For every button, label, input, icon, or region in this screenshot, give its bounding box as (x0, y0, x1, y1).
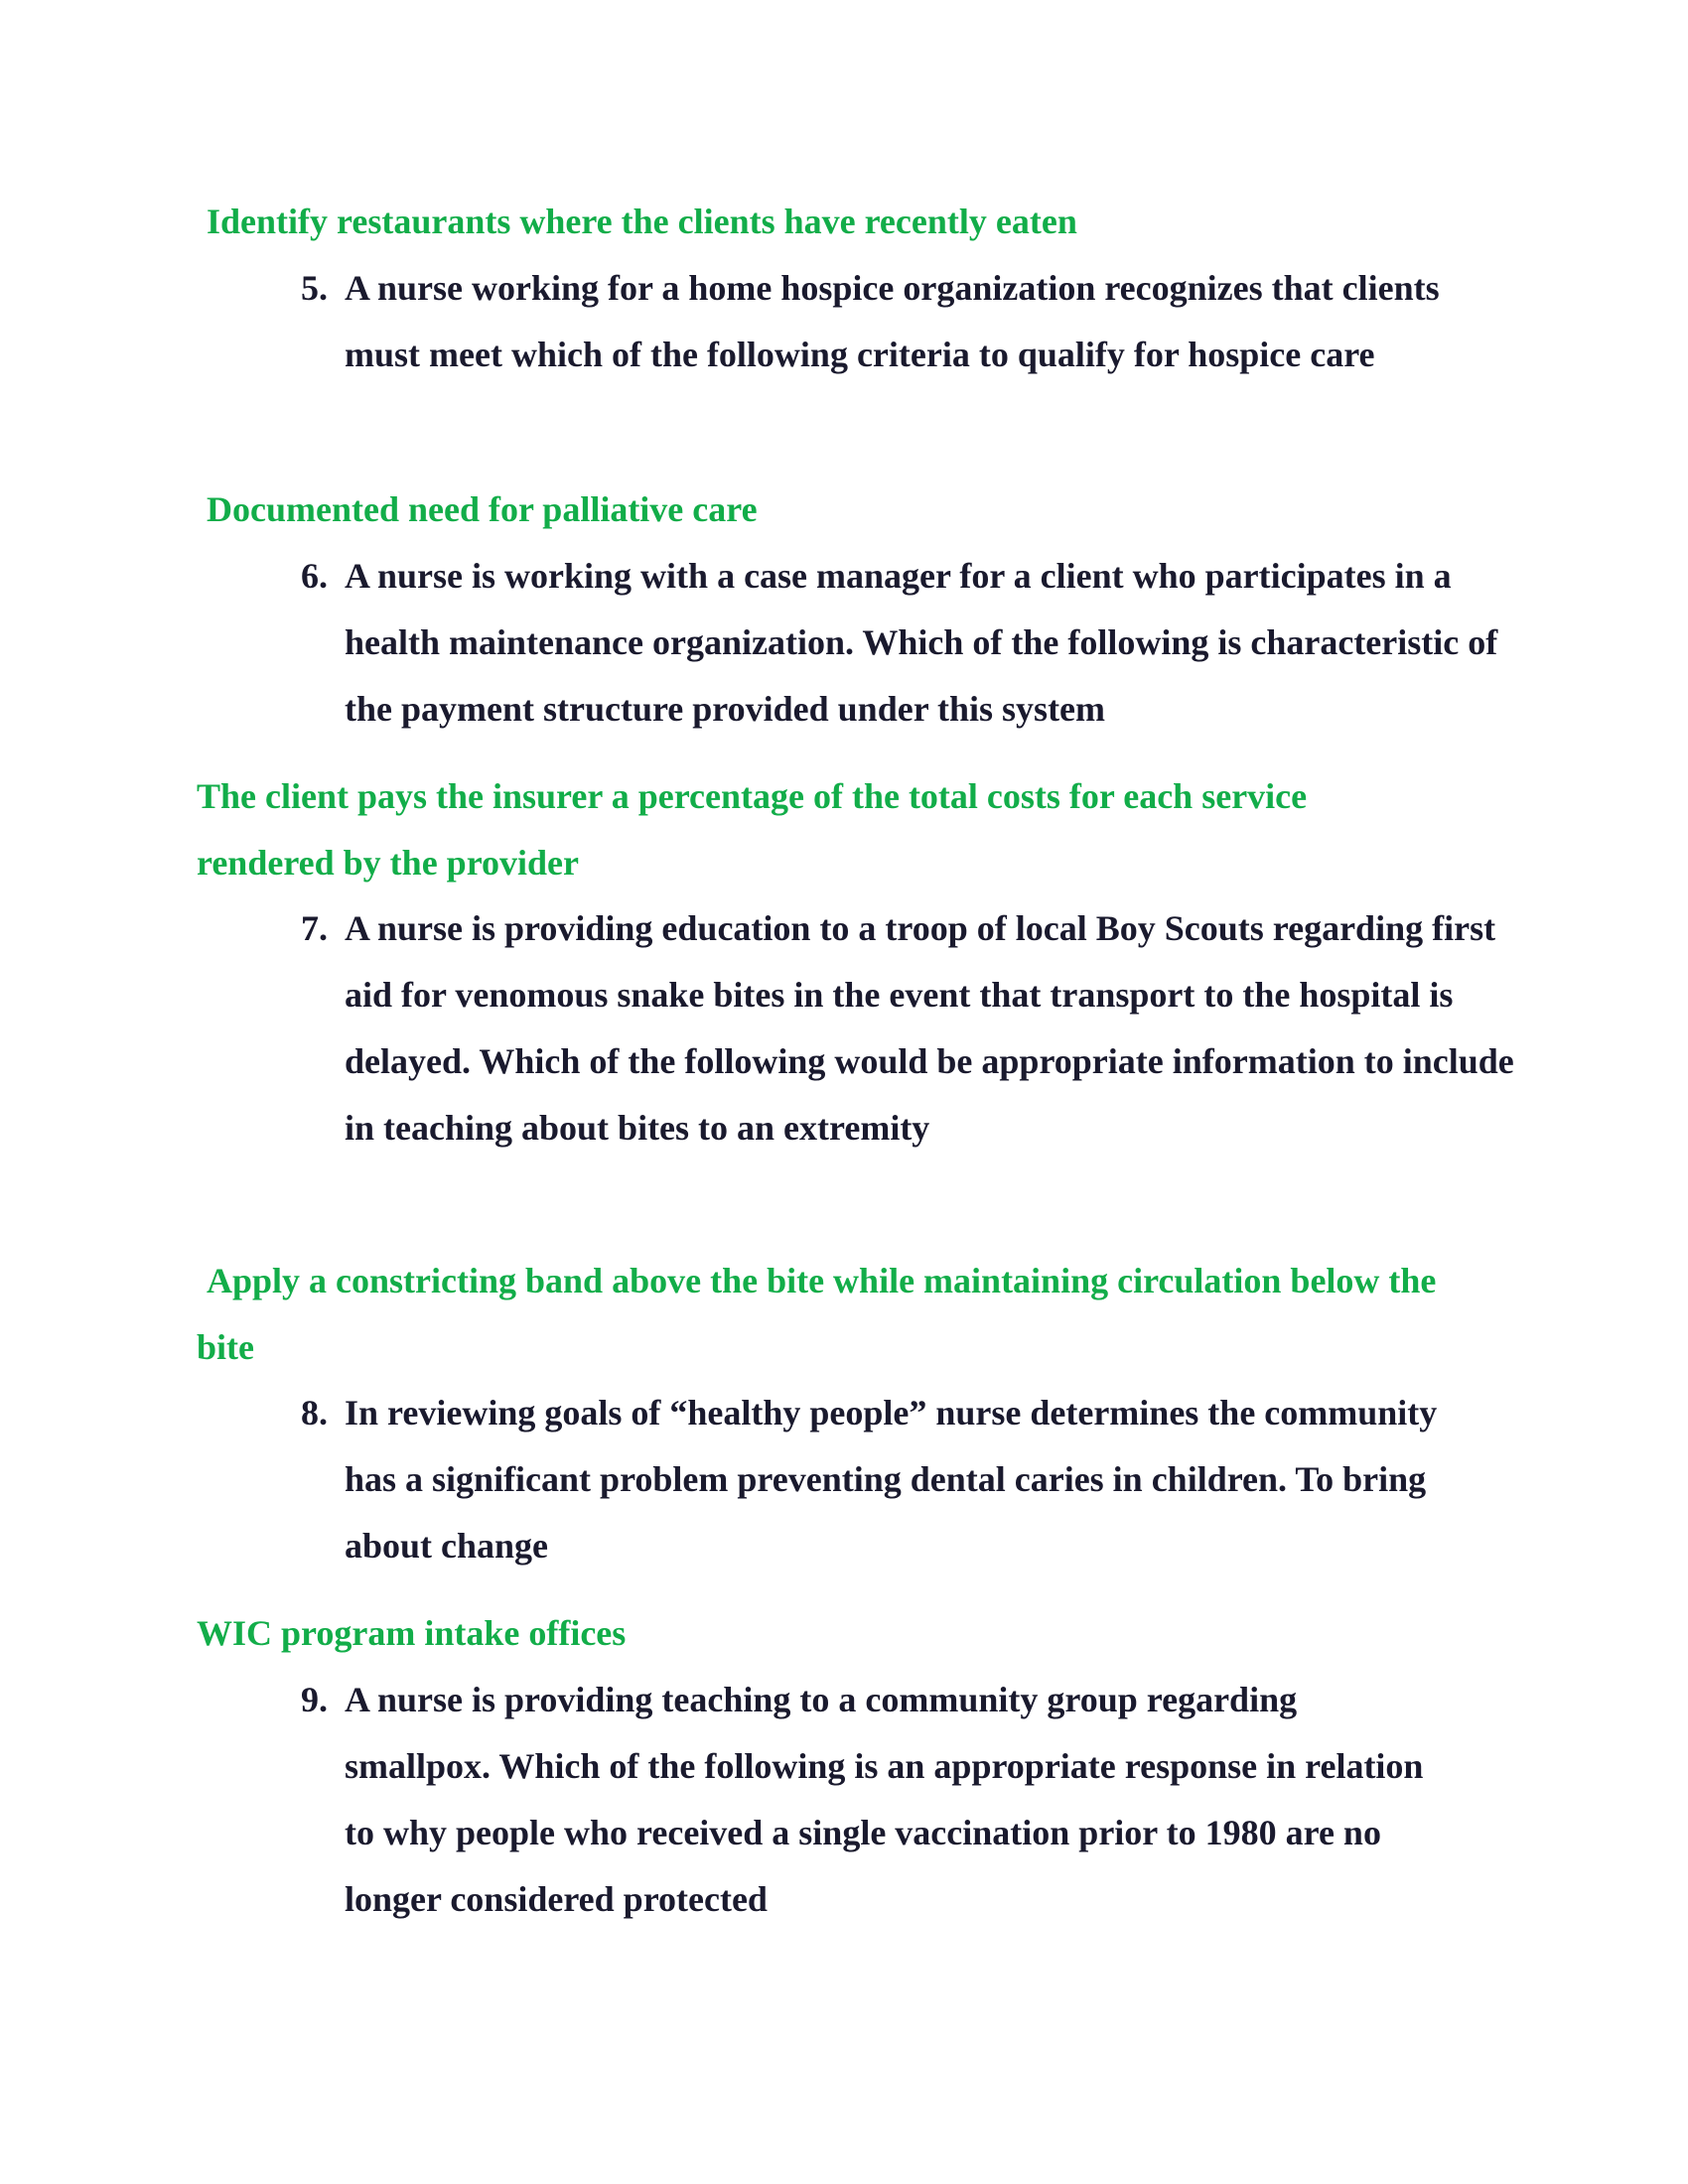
question-number: 9. (301, 1680, 328, 1719)
question-text: In reviewing goals of “healthy people” nurse determines the community has a significant problem preventing dental caries in children. To bring about change (345, 1393, 1438, 1566)
answer-text: Documented need for palliative care (207, 489, 758, 529)
question-6 (288, 543, 1498, 743)
question-8 (288, 1380, 1479, 1579)
question-text: A nurse is providing education to a troop of local Boy Scouts regarding first aid for venomous snake bites in the event that transport to the hospital is delayed. Which of the following would be appropriate information to include in teaching about bites to an extremity (345, 908, 1514, 1148)
question-text: A nurse is providing teaching to a community group regarding smallpox. Which of the following is an appropriate response in relation to why people who received a single vaccination prior to 1980 are no longer considered protected (345, 1680, 1424, 1919)
question-5 (288, 255, 1479, 388)
answer-text: WIC program intake offices (197, 1613, 627, 1653)
question-number: 7. (301, 908, 328, 948)
question-7 (288, 895, 1514, 1161)
question-number: 6. (301, 556, 328, 596)
answer-text: The client pays the insurer a percentage of the total costs for each service rendered by the provider (197, 776, 1308, 883)
question-9 (288, 1667, 1479, 1933)
question-text: A nurse working for a home hospice organization recognizes that clients must meet which of the following criteria to qualify for hospice care (345, 268, 1440, 374)
question-number: 5. (301, 268, 328, 308)
answer-text: Apply a constricting band above the bite while maintaining circulation below the bite (197, 1261, 1437, 1367)
answer-text: Identify restaurants where the clients have recently eaten (207, 202, 1077, 241)
question-text: A nurse is working with a case manager for a client who participates in a health maintenance organization. Which of the following is characteristic of the payment structure provided under this system (345, 556, 1498, 729)
question-number: 8. (301, 1393, 328, 1433)
